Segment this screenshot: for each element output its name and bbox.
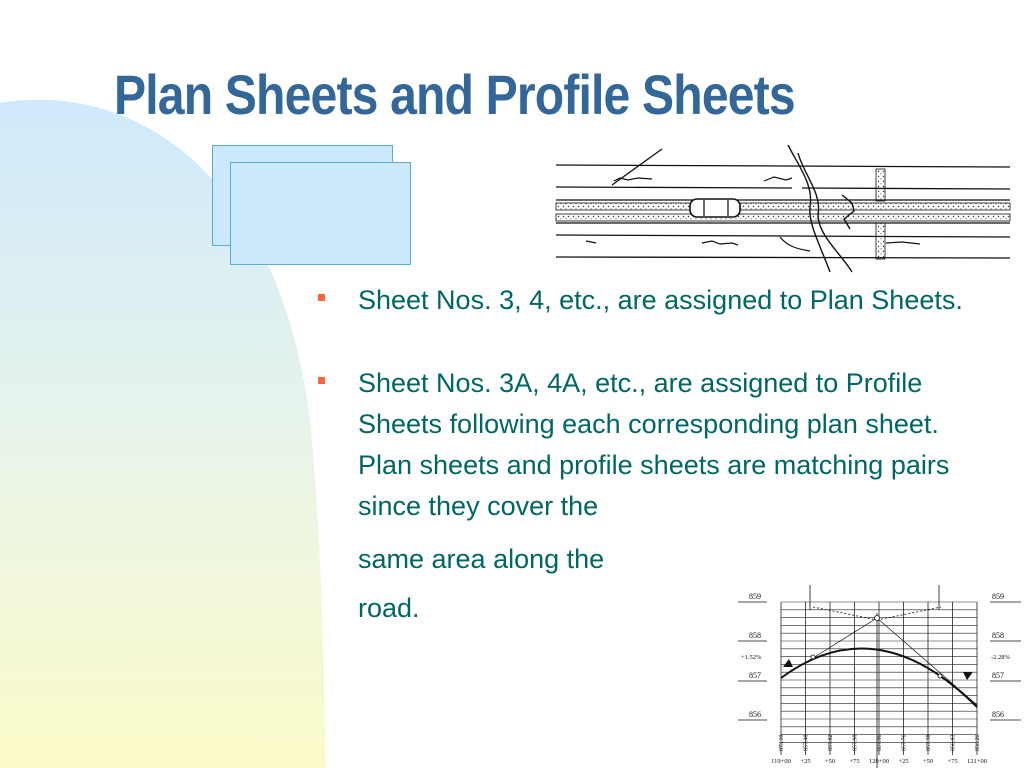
profile-sheet-chart [735,585,1024,768]
bullet-text: Sheet Nos. 3, 4, etc., are assigned to Plan Sheets. [358,285,963,315]
station-label: 120+00 [869,758,889,765]
slide-title: Plan Sheets and Profile Sheets [114,63,795,126]
elevation-value-label: 857.96 [877,734,883,751]
elevation-value-label: 857.38 [926,734,932,751]
elevation-label-right: 858 [992,631,1004,640]
elevation-label-left: 859 [749,592,761,601]
bullet-text-continuation: same area along the [358,544,605,574]
bullet-list [318,280,980,633]
elevation-label-left: 858 [749,631,761,640]
elevation-value-label: 857.76 [901,734,908,751]
station-label: +75 [947,758,958,765]
bullet-text: Sheet Nos. 3A, 4A, etc., are assigned to Profile Sheets following each corresponding plan sheet. Plan sheets and profile sheets are matching pairs [358,368,950,480]
elevation-value-label: 857.48 [803,734,810,751]
elevation-value-label: 873.10 [779,734,785,751]
bullet-text-continuation: since they cover the [358,491,599,521]
station-label: +25 [800,758,811,765]
elevation-label-right: 856 [992,710,1004,719]
station-label: 121+00 [967,758,987,765]
elevation-label-right: 859 [992,592,1004,601]
square-bullet-icon [318,294,325,301]
station-label: +50 [922,758,934,765]
station-label: +25 [898,758,909,765]
grade-label-left: +1.52% [741,654,762,661]
elevation-value-label: 857.82 [828,734,834,751]
station-label: 119+00 [771,758,791,765]
elevation-label-left: 857 [749,671,761,680]
elevation-value-label: 856.83 [950,734,957,751]
station-label: +50 [824,758,836,765]
bullet-text-continuation: road. [358,593,420,623]
elevation-label-right: 857 [992,671,1004,680]
elevation-value-label: 856.26 [975,734,981,751]
plan-sheet-drawing [552,145,1012,273]
station-label: +75 [849,758,860,765]
bullet-item [318,280,980,321]
elevation-label-left: 856 [749,710,761,719]
elevation-value-label: 857.98 [852,734,859,751]
grade-label-right: -2.28% [991,654,1010,661]
square-bullet-icon [318,377,325,384]
sheet-icon-front [230,162,411,265]
